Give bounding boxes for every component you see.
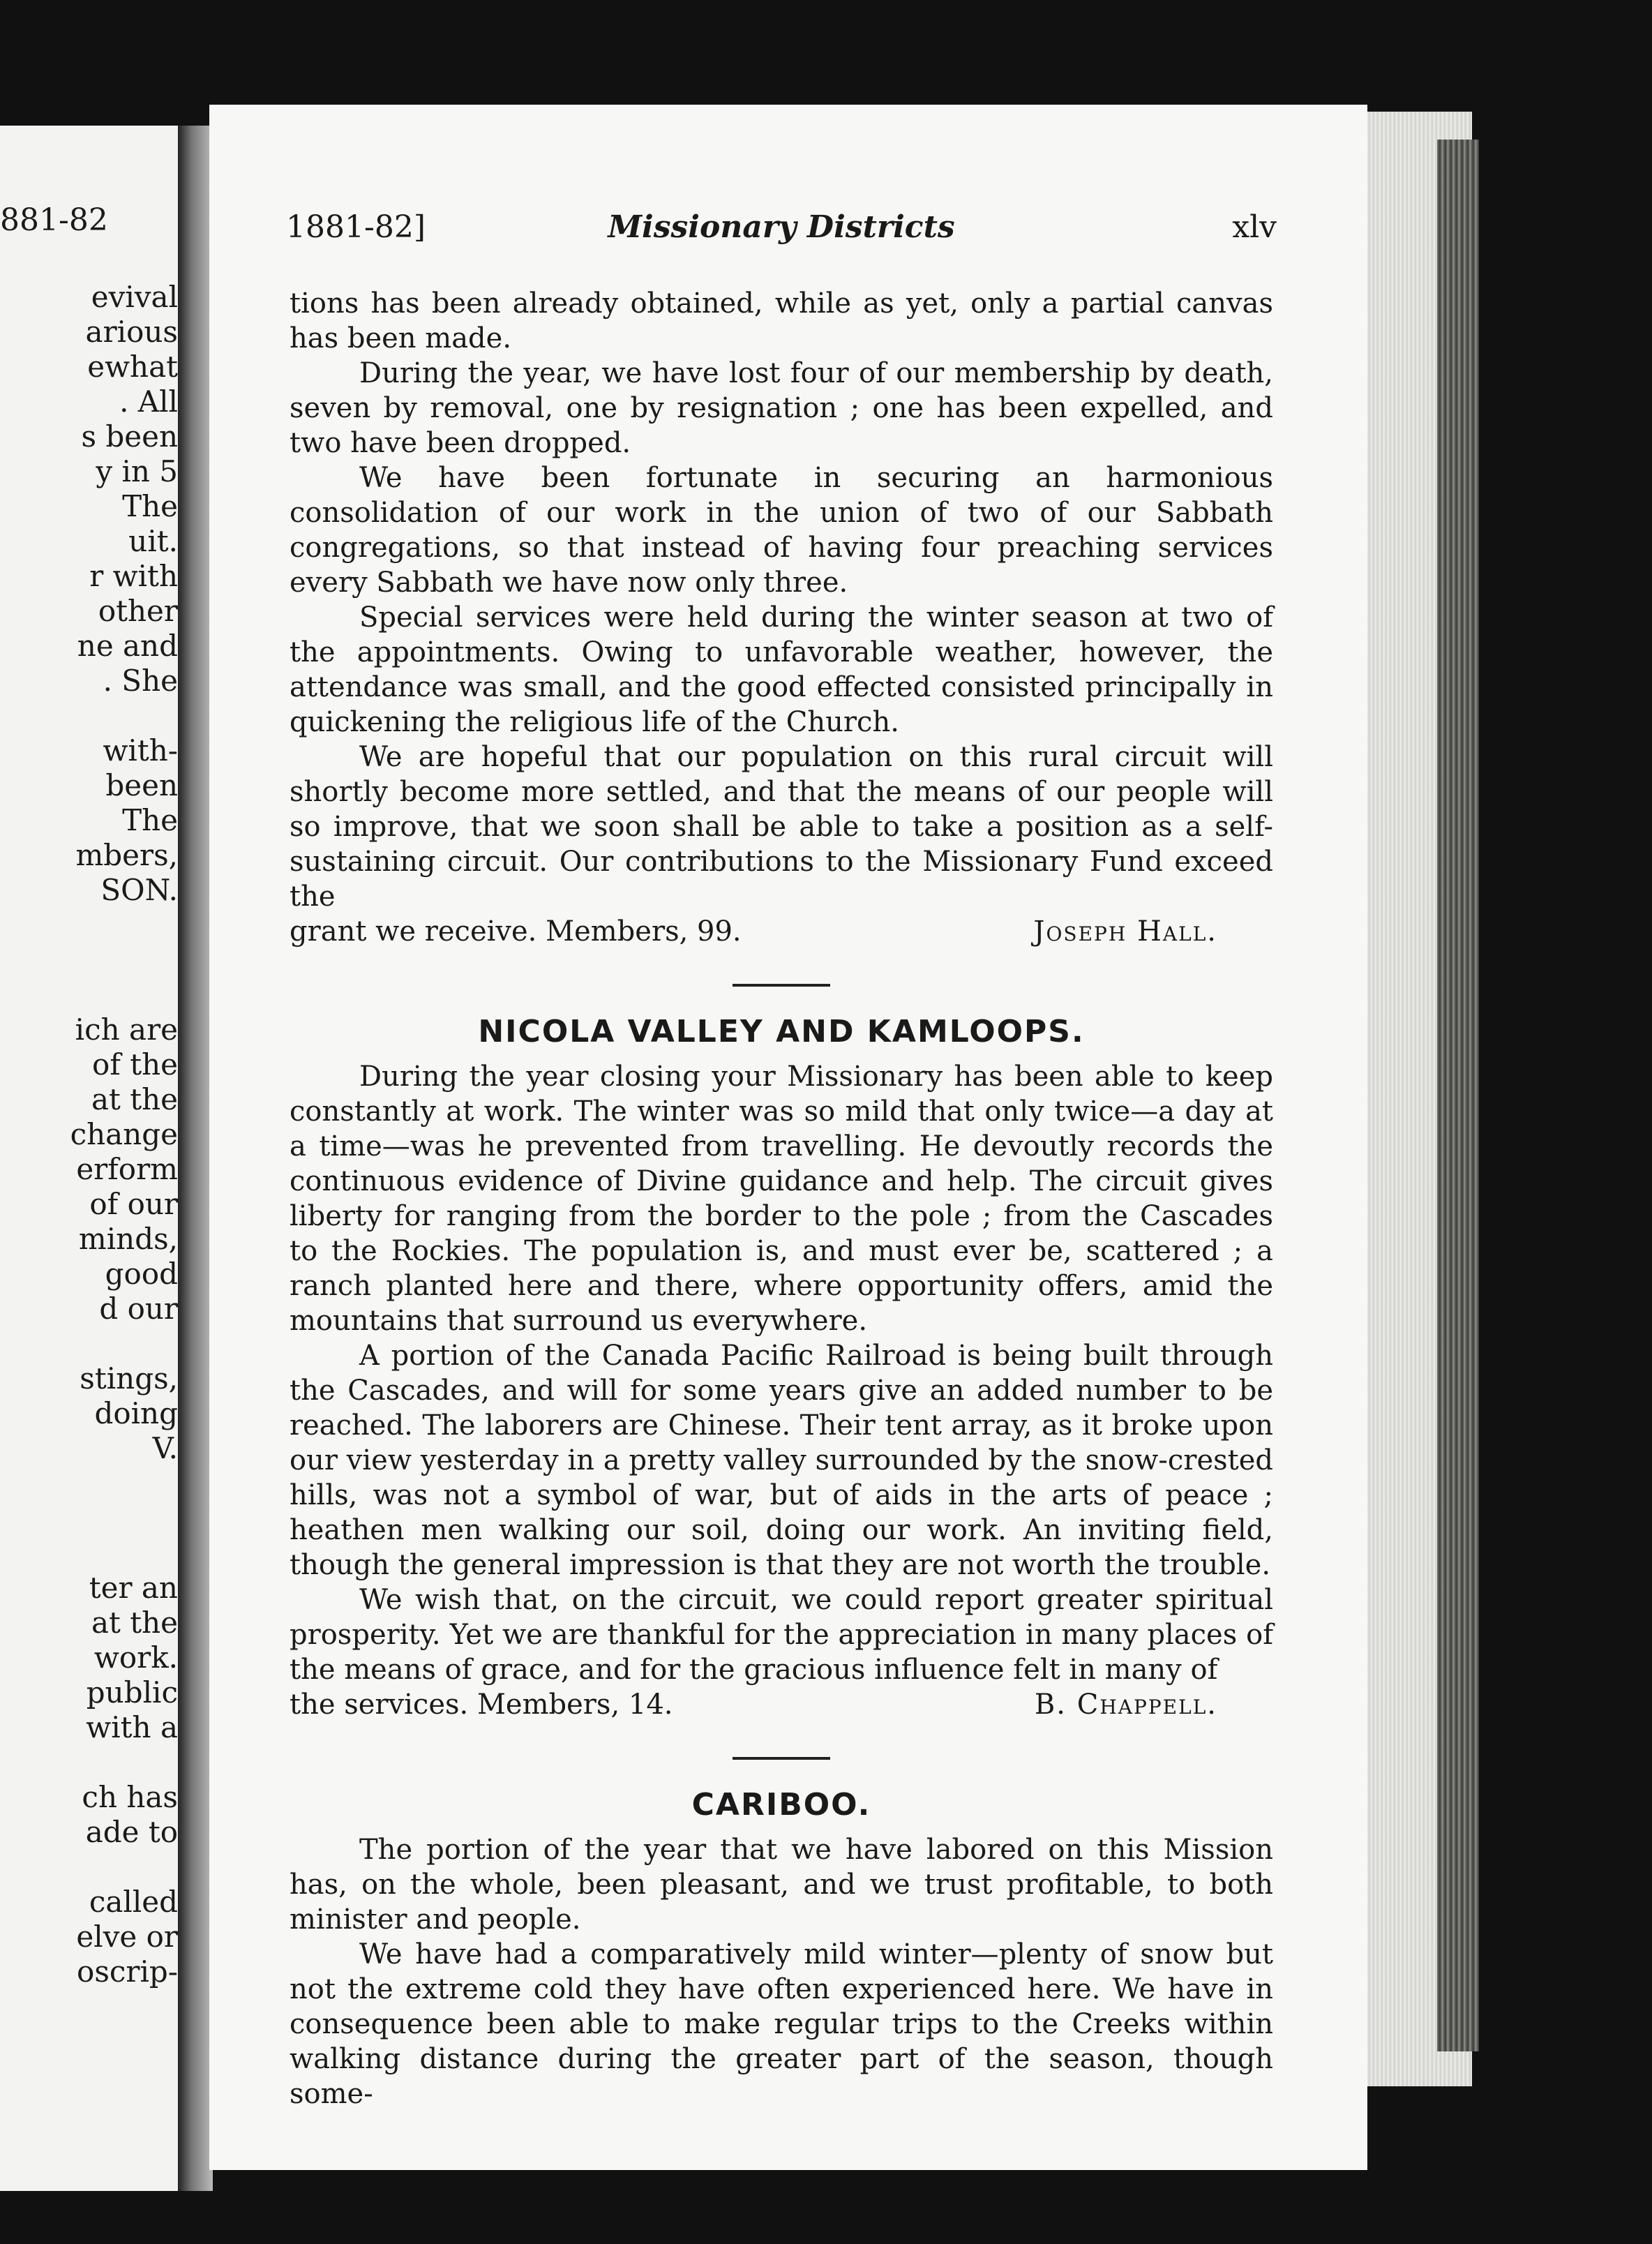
facing-page-line: ewhat <box>87 350 178 384</box>
running-header <box>286 209 1277 251</box>
facing-page-line: oscrip- <box>77 1954 178 1989</box>
signature: B. Chappell. <box>1034 1689 1217 1721</box>
facing-page-line: r with <box>89 559 178 593</box>
facing-page-line: minds, <box>78 1222 178 1256</box>
facing-page-line: of the <box>92 1047 178 1082</box>
facing-page-line: at the <box>91 1606 178 1640</box>
paragraph: We have been fortunate in securing an harmonious consolidation of our work in the union of two of our Sabbath congregations, so that instead of having four preaching services every Sabbath we have now only three. <box>290 462 1273 599</box>
book-spine-edge <box>1437 140 1479 2051</box>
facing-page-line: stings, <box>80 1361 178 1396</box>
facing-page-line: doing <box>94 1396 178 1430</box>
facing-page-line: of our <box>89 1187 178 1221</box>
facing-page-header: 881-82 <box>0 202 108 238</box>
facing-page-line: erform <box>76 1152 178 1186</box>
section-title: NICOLA VALLEY AND KAMLOOPS. <box>478 1014 1085 1049</box>
paragraph: A portion of the Canada Pacific Railroad is being built through the Cascades, and will for some years give an added number to be reached. The laborers are Chinese. Their tent array, as it broke upon our view yesterday in a pretty valley surrounded by the snow-crested hills, was not a symbol of war, but of aids in the arts of peace ; heathen men walking our soil, doing our work. An inviting field, though the general impression is that they are not worth the trouble. <box>290 1340 1273 1581</box>
page-number: xlv <box>1232 209 1277 245</box>
paragraph: We have had a comparatively mild winter—plenty of snow but not the extreme cold they have often experienced here. We have in consequence been able to make regular trips to the Creeks within walking distance during the greater part of the season, though some- <box>290 1938 1273 2110</box>
header-title: Missionary Districts <box>608 209 955 245</box>
paragraph: During the year closing your Missionary has been able to keep constantly at work. The winter was so mild that only twice—a day at a time—was he prevented from travelling. He devoutly records the continuous evidence of Divine guidance and help. The circuit gives liberty for ranging from the border to the pole ; from the Cascades to the Rockies. The population is, and must ever be, scattered ; a ranch planted here and there, where opportunity offers, amid the mountains that surround us everywhere. <box>290 1061 1273 1337</box>
page-body <box>290 286 1273 2111</box>
facing-page-line: work. <box>93 1640 178 1675</box>
facing-page-line: arious <box>85 315 178 349</box>
header-year: 1881-82] <box>286 209 426 245</box>
facing-page-line: with- <box>103 733 178 768</box>
signature: Joseph Hall. <box>1033 915 1217 948</box>
facing-page-line: ich are <box>75 1012 178 1047</box>
facing-page-line: . She <box>103 664 178 698</box>
facing-page-line: evival <box>91 280 178 314</box>
facing-page-line: mbers, <box>75 838 178 872</box>
facing-page-line: y in 5 <box>96 454 178 488</box>
closing-text: the services. Members, 14. <box>290 1689 673 1721</box>
facing-page-line: SON. <box>100 873 178 907</box>
facing-page-line: ter an <box>89 1571 178 1605</box>
facing-page-line: other <box>98 594 178 628</box>
facing-page-line: called <box>89 1885 178 1919</box>
facing-page-line: change <box>70 1117 178 1151</box>
paragraph: During the year, we have lost four of our membership by death, seven by removal, one by resignation ; one has been expelled, and two have been dropped. <box>290 357 1273 459</box>
facing-page-line: ne and <box>77 629 178 663</box>
facing-page-line: ade to <box>85 1815 178 1849</box>
facing-page-line: V. <box>152 1431 178 1465</box>
facing-page-line: been <box>105 768 178 802</box>
facing-page-line: The <box>122 489 178 523</box>
closing-text: grant we receive. Members, 99. <box>290 915 742 948</box>
paragraph: Special services were held during the winter season at two of the appointments. Owing to unfavorable weather, however, the attendance was small, and the good effected consisted principally in quickening the religious life of the Church. <box>290 601 1273 738</box>
paragraph: We wish that, on the circuit, we could report greater spiritual prosperity. Yet we are thankful for the appreciation in many places of the means of grace, and for the gracious influence felt in many of <box>290 1584 1273 1686</box>
facing-page-line: with a <box>86 1710 178 1744</box>
facing-page-line: good <box>105 1257 178 1291</box>
facing-page-line: elve or <box>76 1920 178 1954</box>
facing-page-line: at the <box>91 1082 178 1116</box>
facing-page-line: ch has <box>82 1780 178 1814</box>
paragraph: We are hopeful that our population on this rural circuit will shortly become more settled, and that the means of our people will so improve, that we soon shall be able to take a position as a self-sustaining circuit. Our contributions to the Missionary Fund exceed the <box>290 741 1273 913</box>
section-divider <box>733 984 830 987</box>
section-title: CARIBOO. <box>691 1787 871 1823</box>
facing-page <box>0 126 182 2191</box>
book-page <box>209 105 1367 2170</box>
facing-page-line: . All <box>119 384 178 419</box>
facing-page-line: public <box>86 1675 178 1710</box>
facing-page-line: uit. <box>128 524 178 558</box>
signature-line <box>290 914 1273 949</box>
facing-page-line: The <box>122 803 178 837</box>
facing-page-line: d our <box>99 1292 178 1326</box>
signature-line <box>290 1687 1273 1722</box>
paragraph: The portion of the year that we have labored on this Mission has, on the whole, been pleasant, and we trust profitable, to both minister and people. <box>290 1834 1273 1936</box>
facing-page-line: s been <box>81 419 178 454</box>
section-divider <box>733 1757 830 1760</box>
paragraph: tions has been already obtained, while as yet, only a partial canvas has been made. <box>290 287 1273 354</box>
book-gutter <box>178 126 213 2191</box>
